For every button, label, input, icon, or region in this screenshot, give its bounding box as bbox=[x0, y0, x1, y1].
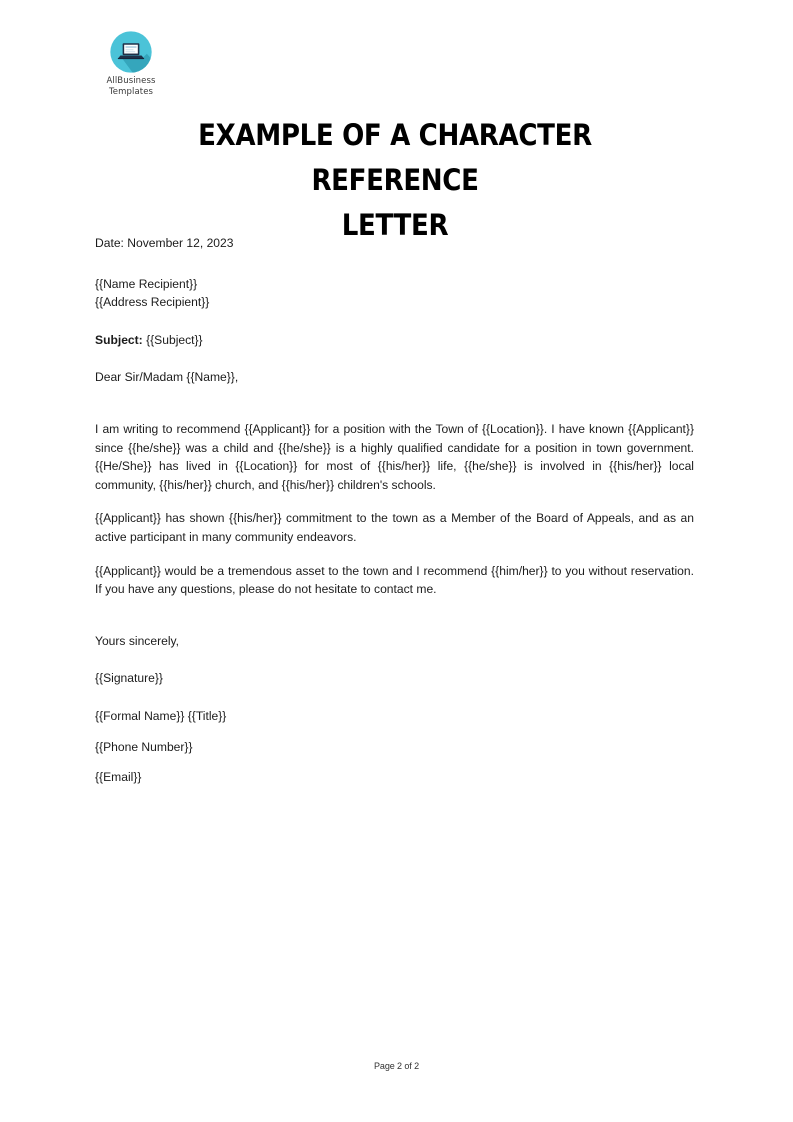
spacer bbox=[95, 756, 694, 768]
email-address: {{Email}} bbox=[95, 770, 142, 785]
brand-logo-text bbox=[95, 76, 167, 97]
spacer bbox=[95, 688, 694, 707]
subject-line bbox=[95, 331, 694, 350]
page-title-line-2: LETTER bbox=[341, 208, 449, 242]
phone-number: {{Phone Number}} bbox=[95, 739, 193, 754]
brand-logo-line-2: Templates bbox=[108, 86, 154, 97]
brand-logo bbox=[95, 30, 167, 97]
letter-date: Date: November 12, 2023 bbox=[95, 236, 234, 250]
brand-logo-line-1: AllBusiness bbox=[106, 76, 156, 86]
page-title bbox=[125, 113, 665, 248]
body-paragraph-3: {{Applicant}} would be a tremendous asset to the town and I recommend {{him/her}} to you without reservation. If you have any questions, please do not hesitate to contact me. bbox=[95, 563, 694, 597]
recipient-name: {{Name Recipient}} bbox=[95, 276, 198, 291]
spacer bbox=[95, 253, 694, 275]
formal-name-title: {{Formal Name}} {{Title}} bbox=[95, 708, 227, 723]
spacer bbox=[95, 650, 694, 669]
subject-value: {{Subject}} bbox=[146, 332, 203, 347]
spacer bbox=[95, 547, 694, 562]
body-paragraph-2: {{Applicant}} has shown {{his/her}} commitment to the town as a Member of the Board of Appeals, and as an active participant in many community endeavors. bbox=[95, 511, 694, 544]
signature-placeholder: {{Signature}} bbox=[95, 671, 163, 686]
spacer bbox=[95, 726, 694, 738]
closing: Yours sincerely, bbox=[95, 633, 180, 648]
salutation: Dear Sir/Madam {{Name}}, bbox=[95, 370, 239, 385]
subject-label: Subject: bbox=[95, 332, 143, 347]
footer-page-number: Page 2 of 2 bbox=[374, 1061, 419, 1071]
spacer bbox=[95, 494, 694, 509]
spacer bbox=[95, 312, 694, 331]
letter-body bbox=[95, 234, 694, 787]
recipient-address: {{Address Recipient}} bbox=[95, 295, 210, 310]
spacer bbox=[95, 387, 694, 420]
spacer bbox=[95, 349, 694, 368]
laptop-icon bbox=[109, 30, 153, 74]
body-paragraph-1: I am writing to recommend {{Applicant}} for a position with the Town of {{Location}}. I have known {{Applicant}} since {{he/she}} was a child and {{he/she}} is a highly qualified candidate for a position in town government. {{He/She}} has lived in {{Location}} for most of {{his/her}} life, {{he/she}} is involved in {{his/her}} local community, {{his/her}} church, and {{his/her}} children's schools. bbox=[95, 421, 694, 492]
spacer bbox=[95, 599, 694, 632]
page-title-line-1: EXAMPLE OF A CHARACTER REFERENCE bbox=[198, 118, 592, 197]
